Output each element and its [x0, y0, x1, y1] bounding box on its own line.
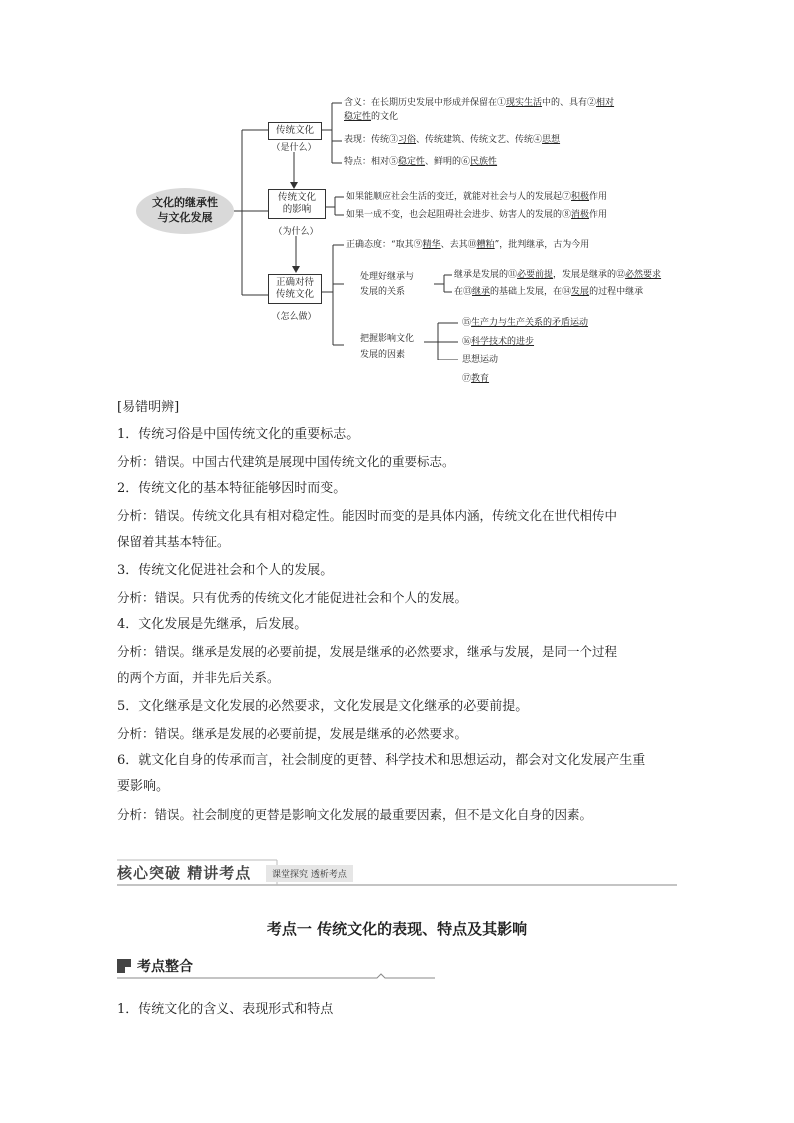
branch-treat-correctly	[268, 274, 322, 304]
point-1: 1．传统文化的含义、表现形式和特点	[117, 1002, 334, 1017]
error-a-3: 分析：错误。只有优秀的传统文化才能促进社会和个人的发展。	[117, 590, 468, 605]
error-a-6: 分析：错误。社会制度的更替是影响文化发展的最重要因素，但不是文化自身的因素。	[117, 807, 593, 822]
branch-influence	[268, 189, 326, 219]
root-node	[136, 188, 234, 234]
error-a-2-line-1: 分析：错误。传统文化具有相对稳定性。能因时而变的是具体内涵，传统文化在世代相传中	[117, 508, 618, 523]
b1-line-2: 稳定性的文化	[344, 112, 399, 122]
error-q-6-line-2: 要影响。	[117, 779, 170, 794]
errors-heading: [易错明辨]	[117, 400, 180, 415]
branch2-subtitle: （为什么）	[273, 227, 319, 237]
root-line-2: 与文化发展	[157, 211, 213, 224]
b3-factor-label-1: 把握影响文化	[360, 334, 415, 344]
b1-line-4: 特点：相对⑤稳定性、鲜明的⑥民族性	[344, 157, 498, 167]
branch3-title-2: 传统文化	[275, 289, 314, 300]
concept-diagram	[0, 0, 794, 384]
branch3-title-1: 正确对待	[275, 277, 314, 288]
branch-traditional-culture	[268, 122, 322, 140]
branch2-title-1: 传统文化	[277, 192, 316, 203]
error-q-3: 3．传统文化促进社会和个人的发展。	[117, 563, 334, 578]
error-a-4-line-2: 的两个方面，并非先后关系。	[117, 670, 280, 685]
branch2-title-2: 的影响	[282, 204, 312, 215]
factor-1: ⑮生产力与生产关系的矛盾运动	[462, 318, 589, 328]
b3-relation-label-2: 发展的关系	[360, 287, 406, 297]
banner-subtitle: 课堂探究 透析考点	[266, 865, 353, 882]
branch3-subtitle: （怎么做）	[271, 312, 317, 322]
error-q-2: 2．传统文化的基本特征能够因时而变。	[117, 481, 347, 496]
b1-line-3: 表现：传统③习俗、传统建筑、传统文艺、传统④思想	[344, 135, 561, 145]
b2-line-2: 如果一成不变，也会起阻碍社会进步、妨害人的发展的⑧消极作用	[346, 210, 608, 220]
section-heading	[117, 956, 437, 978]
root-line-1: 文化的继承性	[152, 196, 218, 209]
error-a-5: 分析：错误。继承是发展的必要前提，发展是继承的必然要求。	[117, 726, 468, 741]
diagram-connectors	[0, 0, 794, 360]
heading-rule	[117, 956, 437, 980]
error-q-5: 5．文化继承是文化发展的必然要求，文化发展是文化继承的必要前提。	[117, 699, 529, 714]
b3-factor-label-2: 发展的因素	[360, 350, 406, 360]
b3-attitude: 正确态度：“取其⑨精华、去其⑩糟粕”，批判继承，古为今用	[346, 240, 590, 250]
b3-relation-line-1: 继承是发展的⑪必要前提，发展是继承的⑫必然要求	[454, 270, 662, 280]
b3-relation-line-2: 在⑬继承的基础上发展，在⑭发展的过程中继承	[454, 287, 644, 297]
error-a-2-line-2: 保留着其基本特征。	[117, 534, 230, 549]
factor-3: 思想运动	[462, 355, 499, 365]
b2-line-1: 如果能顺应社会生活的变迁，就能对社会与人的发展起⑦积极作用	[346, 192, 608, 202]
branch1-subtitle: （是什么）	[271, 143, 317, 153]
error-q-6-line-1: 6．就文化自身的传承而言，社会制度的更替、科学技术和思想运动，都会对文化发展产生重	[117, 753, 646, 768]
b3-relation-label-1: 处理好继承与	[360, 272, 415, 282]
factor-4: ⑰教育	[462, 374, 490, 384]
error-a-4-line-1: 分析：错误。继承是发展的必要前提，发展是继承的必然要求，继承与发展，是同一个过程	[117, 644, 618, 659]
error-q-4: 4．文化发展是先继承，后发展。	[117, 617, 308, 632]
section-heading-text: 考点整合	[137, 959, 193, 975]
section-banner	[117, 858, 677, 888]
error-a-1: 分析：错误。中国古代建筑是展现中国传统文化的重要标志。	[117, 454, 455, 469]
error-q-1: 1．传统习俗是中国传统文化的重要标志。	[117, 427, 360, 442]
branch1-title: 传统文化	[275, 125, 314, 136]
banner-title: 核心突破 精讲考点	[117, 864, 252, 882]
b1-line-1: 含义：在长期历史发展中形成并保留在①现实生活中的、具有②相对	[344, 98, 615, 108]
factor-2: ⑯科学技术的进步	[462, 337, 535, 347]
section-title: 考点一 传统文化的表现、特点及其影响	[266, 920, 528, 938]
